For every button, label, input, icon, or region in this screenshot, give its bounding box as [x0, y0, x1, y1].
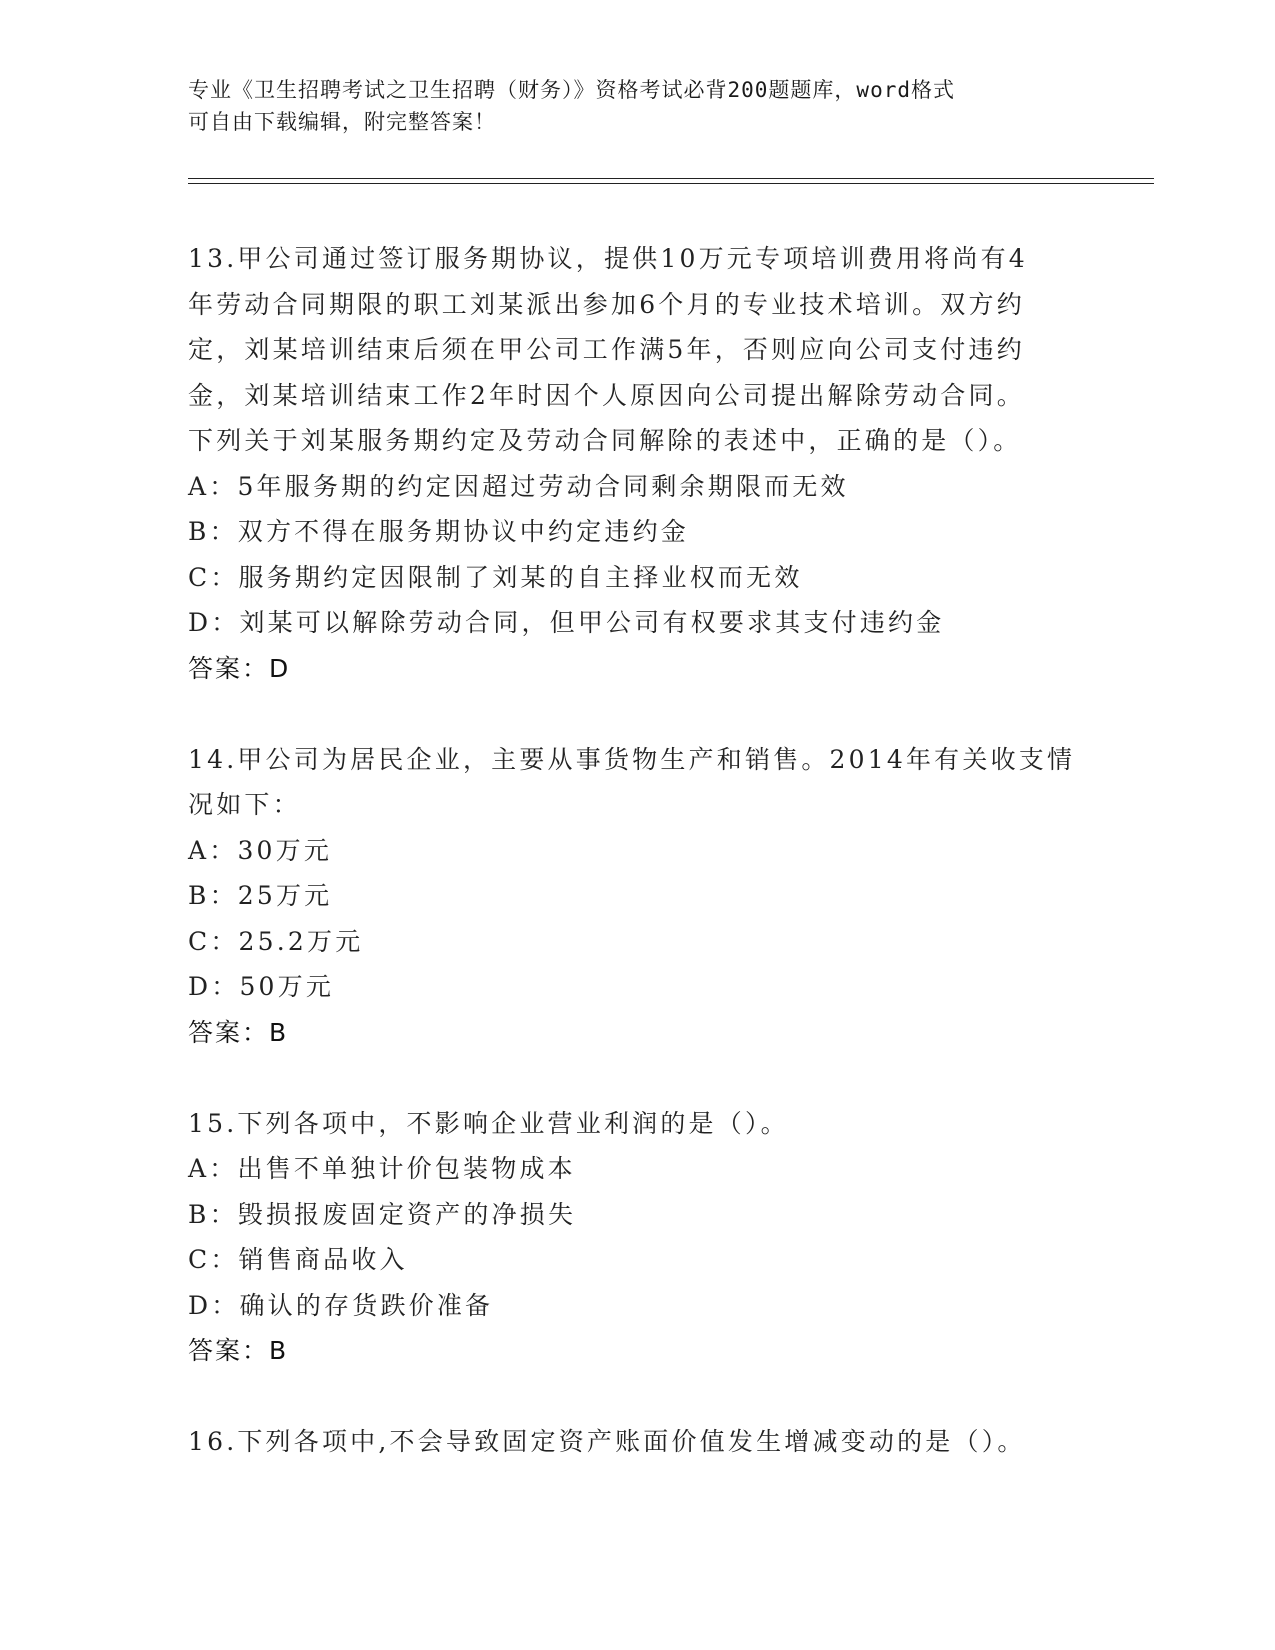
option-b: B：双方不得在服务期协议中约定违约金: [188, 517, 689, 546]
option-c: C：服务期约定因限制了刘某的自主择业权而无效: [188, 562, 803, 592]
header-divider: [188, 183, 1154, 184]
answer: 答案：D: [188, 653, 291, 683]
question-15: [188, 1101, 1088, 1374]
option-d: D：50万元: [188, 972, 335, 1001]
spacer: [188, 1374, 1088, 1420]
option-a: A：30万元: [188, 835, 333, 865]
answer: 答案：B: [188, 1017, 289, 1047]
question-text: 年劳动合同期限的职工刘某派出参加6个月的专业技术培训。双方约: [188, 289, 1025, 319]
header-line: 可自由下载编辑，附完整答案！: [188, 110, 496, 134]
header-divider: [188, 178, 1154, 179]
option-a: A：出售不单独计价包装物成本: [188, 1154, 576, 1183]
header-line: 专业《卫生招聘考试之卫生招聘（财务）》资格考试必背200题题库，word格式: [188, 78, 955, 102]
spacer: [188, 1055, 1088, 1101]
option-a: A：5年服务期的约定因超过劳动合同剩余期限而无效: [188, 471, 849, 501]
option-c: C：25.2万元: [188, 926, 364, 956]
question-text: 16.下列各项中,不会导致固定资产账面价值发生增减变动的是（）。: [188, 1427, 1026, 1456]
option-d: D：确认的存货跌价准备: [188, 1290, 494, 1320]
question-16: [188, 1419, 1088, 1465]
option-d: D：刘某可以解除劳动合同，但甲公司有权要求其支付违约金: [188, 608, 945, 637]
answer: 答案：B: [188, 1336, 289, 1365]
document-header: [188, 74, 1088, 138]
question-text: 况如下：: [188, 790, 301, 819]
option-b: B：毁损报废固定资产的净损失: [188, 1199, 577, 1229]
question-text: 金，刘某培训结束工作2年时因个人原因向公司提出解除劳动合同。: [188, 380, 1025, 410]
question-text: 定，刘某培训结束后须在甲公司工作满5年，否则应向公司支付违约: [188, 335, 1025, 364]
question-text: 下列关于刘某服务期约定及劳动合同解除的表述中，正确的是（）。: [188, 426, 1022, 455]
question-text: 15.下列各项中，不影响企业营业利润的是（）。: [188, 1108, 789, 1138]
question-text: 14.甲公司为居民企业，主要从事货物生产和销售。2014年有关收支情: [188, 744, 1076, 774]
question-14: [188, 737, 1088, 1056]
option-b: B：25万元: [188, 881, 333, 910]
spacer: [188, 691, 1088, 737]
question-13: [188, 236, 1088, 691]
question-text: 13.甲公司通过签订服务期协议，提供10万元专项培训费用将尚有4: [188, 244, 1028, 273]
question-list: [188, 236, 1088, 1465]
option-c: C：销售商品收入: [188, 1245, 408, 1274]
